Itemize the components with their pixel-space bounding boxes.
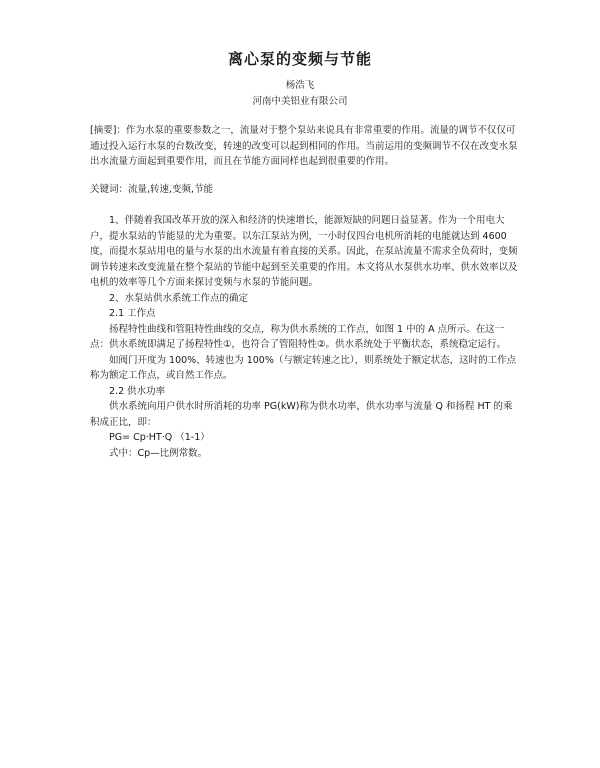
keywords-text: 关键词：流量,转速,变频,节能 (90, 184, 214, 195)
body-text (90, 213, 518, 461)
formula-1-1: PG= Cp·HT·Q （1-1） (109, 432, 210, 443)
abstract-text: [摘要]：作为水泵的重要参数之一，流量对于整个泵站来说具有非常重要的作用。流量的调节不仅仅可通过投入运行水泵的台数改变，转速的改变可以起到相同的作用。当前运用的变频调节不仅在改变水泵出水流量方面起到重要作用，而且在节能方面同样也起到很重要的作用。 (90, 125, 518, 167)
author-name: 杨浩飞 (285, 80, 315, 91)
section-2-1-heading: 2.1 工作点 (109, 308, 156, 319)
section-2-heading: 2、水泵站供水系统工作点的确定 (109, 292, 249, 304)
formula-note: 式中：Cp—比例常数。 (109, 447, 208, 459)
section-2-1-paragraph-1: 扬程特性曲线和管阻特性曲线的交点，称为供水系统的工作点，如图 1 中的 A 点所示。在这一点：供水系统即满足了扬程特性①，也符合了管阻特性②。供水系统处于平衡状态，系统稳定运行。 (90, 323, 507, 350)
intro-paragraph: 1、伴随着我国改革开放的深入和经济的快速增长，能源短缺的问题日益显著。作为一个用电大户，提水泵站的节能显的尤为重要。以东江泵站为例，一小时仅四台电机所消耗的电能就达到 4600 度，而提水泵站用电的量与水泵的出水流量有着直接的关系。因此，在泵站流量不需求全负荷时，变频调节转速来改变流量在整个泵站的节能中起到至关重要的作用。本文将从水泵供水功率、供水效率以及电机的效率等几个方面来探讨变频与水泵的节能问题。 (90, 215, 518, 288)
abstract (90, 123, 518, 170)
author-affiliation: 河南中美铝业有限公司 (252, 96, 348, 107)
paper-title: 离心泵的变频与节能 (227, 50, 372, 68)
section-2-1-paragraph-2: 如阀门开度为 100%、转速也为 100%（与额定转速之比），则系统处于额定状态，这时的工作点称为额定工作点，或自然工作点。 (90, 354, 517, 381)
section-2-2-heading: 2.2 供水功率 (109, 385, 166, 397)
section-2-2-paragraph-1: 供水系统向用户供水时所消耗的功率 PG(kW)称为供水功率，供水功率与流量 Q 和扬程 HT 的乘积成正比，即： (90, 401, 513, 428)
keywords (90, 182, 518, 198)
